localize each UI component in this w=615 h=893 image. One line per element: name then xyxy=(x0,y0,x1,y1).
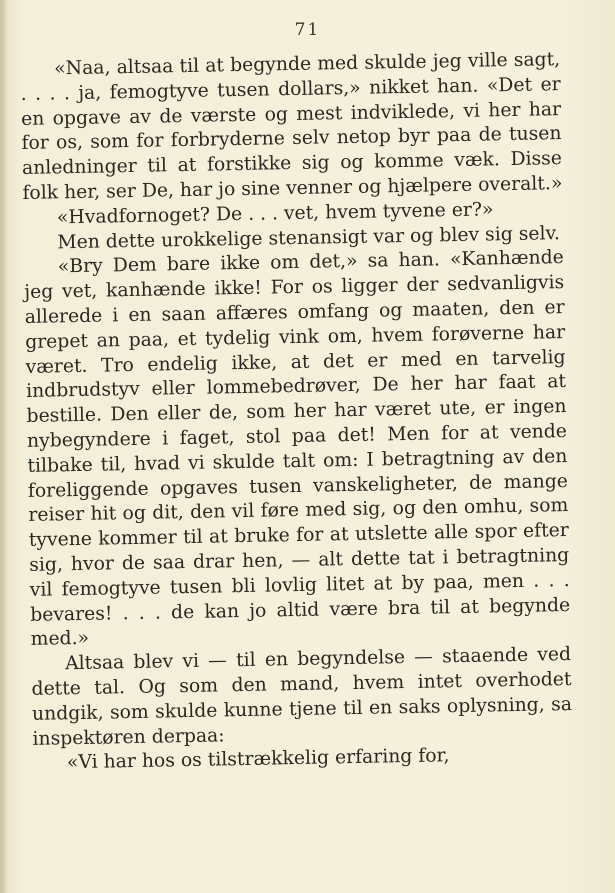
page-number: 71 xyxy=(294,20,321,40)
paragraph-2: «Hvadfornoget? De . . . vet, hvem tyvene er?» xyxy=(56,199,494,229)
page-gutter-shadow xyxy=(0,0,8,893)
paragraph-1: «Naa, altsaa til at begynde med skulde jeg ville sagt, . . . . ja, femogtyve tusen dollars,» nikket han. «Det er en opgave av de værste og mest indviklede, vi her har for os, som for forbryderne selv netop byr paa de tusen anledninger til at forstikke sig og komme væk. Disse folk her, ser De, har jo sine venner og hjælpere overalt.» xyxy=(20,49,563,204)
paragraph-6: «Vi har hos os tilstrækkelig erfaring for, xyxy=(66,745,450,774)
paragraph-5: Altsaa blev vi — til en begyndelse — staaende ved dette tal. Og som den mand, hvem intet overhodet undgik, som skulde kunne tjene til en saks oplysning, sa inspektøren derpaa: xyxy=(31,644,573,750)
body-text xyxy=(20,48,573,777)
paragraph-4: «Bry Dem bare ikke om det,» sa han. «Kanhænde jeg vet, kanhænde ikke! For os ligger der sedvanligvis allerede i en saan affæres omfang og maaten, den er grepet an paa, et tydelig vink om, hvem forøverne har været. Tro endelig ikke, at det er med en tarvelig indbrudstyv eller lommebedrøver, De her har faat at bestille. Den eller de, som her har været ute, er ingen nybegyndere i faget, stol paa det! Men for at vende tilbake til, hvad vi skulde talt om: I betragtning av den foreliggende opgaves tusen vanskeligheter, de mange reiser hit og dit, den vil føre med sig, og den omhu, som tyvene kommer til at bruke for at utslette alle spor efter sig, hvor de saa drar hen, — alt dette tat i betragtning vil femogtyve tusen bli lovlig litet at by paa, men . . . bevares! . . . de kan jo altid være bra til at begynde med.» xyxy=(24,247,571,651)
paragraph-3: Men dette urokkelige stenansigt var og blev sig selv. xyxy=(57,222,561,253)
